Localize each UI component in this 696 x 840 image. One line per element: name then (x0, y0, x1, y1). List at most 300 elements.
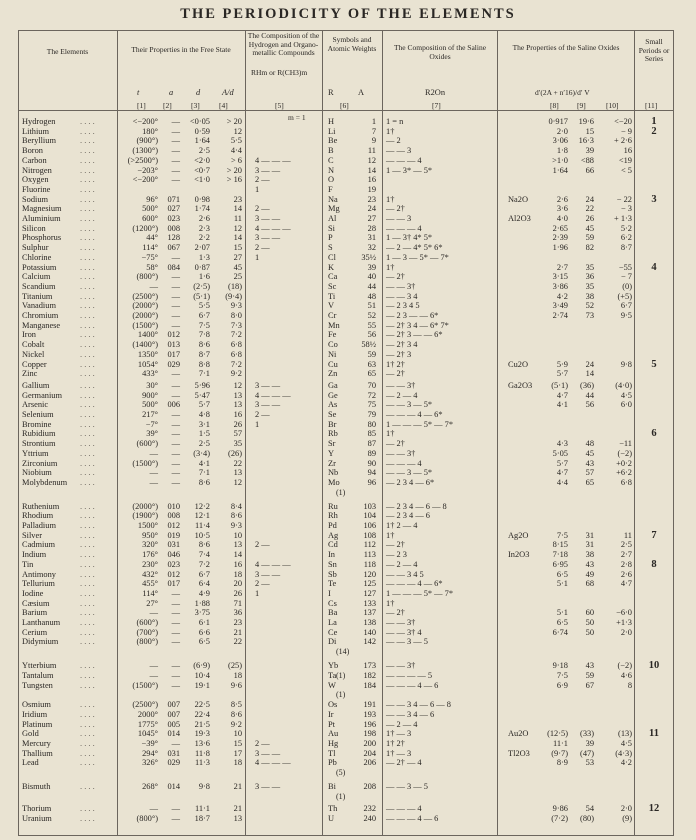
cell-sym: Os (328, 700, 338, 710)
leader-dots: . . . . (80, 311, 95, 320)
cell-name: Chromium (22, 311, 59, 320)
cell-o: Na2O (508, 194, 529, 204)
cell-name: Nickel (22, 349, 45, 359)
cell-pd: 6·5 (556, 569, 568, 579)
cell-sym: I (328, 588, 331, 598)
cell-h: 1 (255, 588, 260, 598)
cell-d: 8·6 (198, 540, 210, 550)
cell-ad: 23 (233, 194, 242, 204)
cell-comp: — 2 3 4 — 6 (386, 511, 430, 521)
cell-d: 6·7 (198, 311, 210, 320)
cell-d: (3·4) (193, 448, 210, 458)
cell-t: <−200° (132, 117, 158, 126)
cell-pd: 9·18 (552, 661, 568, 671)
cell-comp: 1† (386, 126, 395, 136)
cell-ad: 6·8 (230, 349, 242, 359)
cell-px: 4·7 (620, 579, 632, 589)
cell-t: (1300°) (132, 146, 158, 156)
cell-t: 30° (146, 380, 158, 390)
cell-aw: 7 (371, 126, 376, 136)
cell-ad: 35 (233, 439, 242, 449)
cell-a: — (171, 146, 180, 156)
cell-a: 005 (167, 719, 180, 729)
cell-pv: 36 (585, 272, 594, 282)
cell-aw: 65 (367, 369, 376, 379)
cell-ad: > 20 (226, 117, 242, 126)
cell-px: 8 (627, 680, 632, 690)
col-number: [6] (340, 101, 349, 110)
cell-d: 0·59 (194, 126, 210, 136)
leader-dots: . . . . (80, 448, 95, 458)
cell-pv: 31 (585, 540, 594, 550)
cell-sym: Cl (328, 252, 336, 262)
cell-aw: 104 (363, 511, 376, 521)
cell-pv: 43 (585, 458, 594, 468)
cell-aw: 108 (363, 530, 376, 540)
cell-pv: (33) (580, 729, 594, 739)
cell-ad: (26) (228, 448, 242, 458)
cell-sym: Mg (328, 204, 340, 214)
cell-sym: La (328, 618, 337, 627)
col-number: [11] (645, 101, 658, 110)
cell-ps: 11 (649, 728, 659, 740)
cell-name: Titanium (22, 291, 53, 301)
cell-ad: 9·6 (230, 680, 242, 690)
cell-px: 4·5 (620, 390, 632, 400)
cell-ad: > 16 (226, 175, 242, 185)
cell-d: 11·1 (194, 803, 210, 813)
col-divider (634, 30, 635, 836)
cell-d: 12·2 (194, 501, 210, 511)
cell-d: 6·5 (198, 637, 210, 647)
cell-name: Thorium (22, 803, 52, 813)
cell-d: 1·3 (198, 252, 210, 262)
cell-sym: Co (328, 340, 338, 350)
cell-a: — (171, 369, 180, 379)
cell-a: — (171, 410, 180, 419)
cell-pv: 39 (585, 146, 594, 156)
cell-pd: 5·7 (556, 369, 568, 379)
cell-a: 023 (167, 559, 180, 569)
leader-dots: . . . . (80, 501, 95, 511)
cell-a: 023 (167, 214, 180, 223)
leader-dots: . . . . (80, 291, 95, 301)
cell-h: 1 (255, 419, 260, 429)
cell-t: 96° (146, 194, 158, 204)
cell-pd: 3·15 (552, 272, 568, 282)
cell-pd: 5·9 (556, 359, 568, 369)
leader-dots: . . . . (80, 739, 95, 748)
cell-d: <0·05 (189, 117, 210, 126)
cell-comp: — — — 4 (386, 155, 422, 165)
cell-pv: 48 (585, 439, 594, 449)
cell-t: 1400° (137, 330, 158, 340)
cell-ad: 25 (233, 272, 242, 282)
cell-d: 2·5 (198, 146, 210, 156)
cell-px: −11 (619, 439, 632, 449)
cell-comp: — — 3† (386, 380, 416, 390)
cell-ad: 18 (233, 758, 242, 768)
cell-comp: — — 3† (386, 618, 416, 627)
cell-a: — (171, 477, 180, 487)
cell-o: Cu2O (508, 359, 529, 369)
cell-name: Tantalum (22, 670, 54, 680)
leader-dots: . . . . (80, 608, 95, 618)
cell-name: Antimony (22, 569, 56, 579)
cell-pd: 2·0 (556, 126, 568, 136)
cell-t: — (149, 448, 158, 458)
cell-t: (600°) (136, 439, 158, 449)
cell-a: — (171, 588, 180, 598)
cell-a: — (171, 136, 180, 146)
cell-ps: 5 (651, 358, 657, 370)
cell-d: 2·2 (198, 233, 210, 243)
cell-t: 114° (142, 588, 158, 598)
cell-aw: 63 (367, 359, 376, 369)
cell-comp: — 2† 3 4 — 6* 7* (386, 320, 449, 330)
cell-px: 2·8 (620, 559, 632, 569)
cell-a: 027 (167, 204, 180, 214)
cell-px: (+5) (617, 291, 632, 301)
cell-pv: 49 (585, 569, 594, 579)
cell-t: — (149, 670, 158, 680)
series-separator: (1) (336, 670, 346, 680)
cell-px: 4·2 (620, 758, 632, 768)
leader-dots: . . . . (80, 272, 95, 282)
cell-t: −7° (145, 419, 158, 429)
cell-ad: 9·3 (230, 521, 242, 530)
cell-aw: 51 (367, 301, 376, 311)
cell-t: (800°) (136, 637, 158, 647)
cell-d: 5·96 (194, 380, 210, 390)
cell-sym: Ti (328, 291, 336, 301)
cell-aw: 79 (367, 410, 376, 419)
leader-dots: . . . . (80, 670, 95, 680)
cell-t: 600° (142, 214, 158, 223)
cell-a: 031 (167, 540, 180, 550)
cell-comp: — — 3† (386, 448, 416, 458)
cell-pd: 6·9 (556, 680, 568, 690)
cell-d: 3·1 (198, 419, 210, 429)
cell-t: 1054° (137, 359, 158, 369)
cell-sym: U (328, 813, 335, 823)
cell-t: (>2500°) (127, 155, 158, 165)
leader-dots: . . . . (80, 320, 95, 330)
cell-d: 6·6 (198, 627, 210, 637)
cell-pd: 1·64 (552, 165, 568, 175)
cell-d: 2·5 (198, 439, 210, 449)
cell-pv: 35 (585, 262, 594, 272)
cell-pv: 45 (585, 223, 594, 233)
cell-t: 294° (142, 748, 158, 758)
cell-d: 7·4 (198, 550, 210, 560)
cell-px: 2·0 (620, 803, 632, 813)
cell-name: Fluorine (22, 184, 51, 194)
series-separator: (1) (336, 690, 346, 700)
cell-aw: 232 (363, 803, 376, 813)
cell-comp: — 2† 3 4 (386, 340, 418, 350)
cell-aw: 94 (367, 468, 376, 478)
cell-name: Rubidium (22, 429, 56, 439)
cell-px: 6·7 (620, 301, 632, 311)
cell-a: — (171, 627, 180, 637)
cell-a: — (171, 739, 180, 748)
cell-px: (0) (622, 281, 632, 291)
cell-pd: 4·0 (556, 214, 568, 223)
leader-dots: . . . . (80, 359, 95, 369)
cell-d: <2·0 (194, 155, 210, 165)
cell-pd: 4·7 (556, 390, 568, 400)
cell-d: 12·1 (194, 511, 210, 521)
cell-aw: 106 (363, 521, 376, 530)
cell-sym: N (328, 165, 335, 175)
cell-sym: Zn (328, 369, 338, 379)
cell-px: 8·7 (620, 243, 632, 253)
cell-comp: — — 3† (386, 281, 416, 291)
cell-sym: Di (328, 637, 337, 647)
cell-pv: 16·3 (578, 136, 594, 146)
subheader-r2on: R2On (425, 88, 446, 97)
cell-name: Tellurium (22, 579, 55, 589)
leader-dots: . . . . (80, 175, 95, 185)
cell-a: 007 (167, 709, 180, 719)
cell-name: Sulphur (22, 243, 49, 253)
cell-comp: — 2 — 4* 5* 6* (386, 243, 443, 253)
cell-sym: Tl (328, 748, 336, 758)
cell-aw: 9 (371, 136, 376, 146)
cell-name: Sodium (22, 194, 49, 204)
cell-name: Nitrogen (22, 165, 52, 175)
cell-sym: V (328, 301, 335, 311)
cell-d: 7·8 (198, 330, 210, 340)
cell-d: 7·1 (198, 369, 210, 379)
cell-aw: 44 (367, 281, 376, 291)
cell-name: Silver (22, 530, 43, 540)
cell-pd: 3·49 (552, 301, 568, 311)
cell-pv: 26 (585, 214, 594, 223)
cell-ad: 21 (233, 782, 242, 792)
cell-t: 950° (142, 530, 158, 540)
cell-ad: 14 (233, 233, 242, 243)
leader-dots: . . . . (80, 618, 95, 627)
cell-comp: — — — 4 — 6* (386, 579, 443, 589)
cell-a: — (171, 311, 180, 320)
cell-t: — (149, 468, 158, 478)
cell-pd: 1·96 (552, 243, 568, 253)
cell-aw: 208 (363, 782, 376, 792)
cell-sym: Be (328, 136, 338, 146)
cell-t: −75° (141, 252, 158, 262)
cell-pd: 4·3 (556, 439, 568, 449)
cell-a: 012 (167, 330, 180, 340)
cell-a: 012 (167, 521, 180, 530)
cell-sym: Ba (328, 608, 338, 618)
cell-t: (2000°) (132, 501, 158, 511)
cell-aw: 31 (367, 233, 376, 243)
subheader-d: d (196, 88, 201, 97)
leader-dots: . . . . (80, 184, 95, 194)
cell-pd: 2·39 (552, 233, 568, 243)
cell-name: Ruthenium (22, 501, 60, 511)
leader-dots: . . . . (80, 627, 95, 637)
cell-a: — (171, 803, 180, 813)
cell-comp: — — 3 — 5* (386, 400, 433, 410)
leader-dots: . . . . (80, 340, 95, 350)
cell-name: Gold (22, 729, 39, 739)
cell-comp: 1† (386, 262, 395, 272)
cell-pv: <88 (580, 155, 594, 165)
cell-px: (9) (622, 813, 632, 823)
cell-ps: 7 (651, 529, 657, 541)
cell-a: — (171, 380, 180, 390)
cell-pv: (36) (580, 380, 594, 390)
cell-pv: (47) (580, 748, 594, 758)
cell-d: 19·1 (194, 680, 210, 690)
cell-px: 4·5 (620, 739, 632, 748)
cell-sym: Pd (328, 521, 337, 530)
cell-sym: Ni (328, 349, 337, 359)
cell-aw: 56 (367, 330, 376, 340)
cell-a: — (171, 670, 180, 680)
leader-dots: . . . . (80, 477, 95, 487)
cell-sym: Cr (328, 311, 337, 320)
header-saline-properties: The Properties of the Saline Oxides (512, 43, 620, 52)
cell-a: — (171, 439, 180, 449)
cell-t: (600°) (136, 618, 158, 627)
cell-comp: 1† — 3 (386, 729, 412, 739)
cell-aw: 48 (367, 291, 376, 301)
cell-ad: 21 (233, 803, 242, 813)
cell-o: Ag2O (508, 530, 529, 540)
cell-name: Lithium (22, 126, 49, 136)
cell-sym: Mo (328, 477, 340, 487)
cell-ad: 45 (233, 262, 242, 272)
leader-dots: . . . . (80, 719, 95, 729)
cell-name: Bismuth (22, 782, 51, 792)
cell-px: <19 (618, 155, 632, 165)
cell-aw: 59 (367, 349, 376, 359)
cell-sym: Li (328, 126, 336, 136)
cell-d: 2·6 (198, 214, 210, 223)
cell-a: — (171, 165, 180, 175)
cell-aw: 24 (367, 204, 376, 214)
cell-t: 58° (146, 262, 158, 272)
cell-name: Niobium (22, 468, 52, 478)
cell-pd: 6·5 (556, 618, 568, 627)
cell-t: −203° (137, 165, 158, 175)
cell-ad: 57 (233, 429, 242, 439)
cell-pv: 43 (585, 559, 594, 569)
col-number: [8] (550, 101, 559, 110)
cell-a: — (171, 126, 180, 136)
cell-pv: 67 (585, 680, 594, 690)
cell-comp: — — 3† (386, 661, 416, 671)
cell-comp: — 2 3 — — 6* (386, 311, 439, 320)
cell-a: — (171, 175, 180, 185)
cell-sym: Cu (328, 359, 338, 369)
leader-dots: . . . . (80, 709, 95, 719)
col-divider (245, 30, 246, 836)
cell-ad: 18 (233, 569, 242, 579)
cell-ad: 12 (233, 223, 242, 233)
cell-ad: 27 (233, 252, 242, 262)
cell-pd: 4·4 (556, 477, 568, 487)
cell-d: 8·7 (198, 349, 210, 359)
cell-sym: Rh (328, 511, 338, 521)
cell-t: — (149, 661, 158, 671)
leader-dots: . . . . (80, 243, 95, 253)
leader-dots: . . . . (80, 729, 95, 739)
cell-comp: 1† (386, 598, 395, 608)
cell-sym: K (328, 262, 335, 272)
cell-d: 6·1 (198, 618, 210, 627)
cell-comp: — — — 4 — 6 (386, 813, 439, 823)
cell-aw: 1 (371, 117, 376, 126)
cell-aw: 72 (367, 390, 376, 400)
cell-sym: Pt (328, 719, 335, 729)
cell-pd: 8·9 (556, 758, 568, 768)
leader-dots: . . . . (80, 155, 95, 165)
cell-aw: 206 (363, 758, 376, 768)
cell-pv: 53 (585, 758, 594, 768)
cell-d: 11·8 (194, 748, 210, 758)
cell-d: 2·3 (198, 223, 210, 233)
cell-t: 44° (146, 233, 158, 243)
cell-sym: Se (328, 410, 337, 419)
cell-ad: 13 (233, 468, 242, 478)
cell-d: 6·7 (198, 569, 210, 579)
cell-t: 455° (142, 579, 158, 589)
cell-comp: — 2† 3 (386, 349, 412, 359)
leader-dots: . . . . (80, 700, 95, 710)
cell-d: 9·8 (198, 782, 210, 792)
cell-d: 10·4 (194, 670, 210, 680)
subheader-formula: d′(2A + n′16)/d′ V (535, 88, 590, 97)
leader-dots: . . . . (80, 400, 95, 410)
cell-comp: 1† (386, 429, 395, 439)
cell-sym: Ce (328, 627, 338, 637)
cell-px: 5·2 (620, 223, 632, 233)
cell-aw: 80 (367, 419, 376, 429)
cell-o: Ga2O3 (508, 380, 533, 390)
cell-sym: Br (328, 419, 337, 429)
cell-d: 18·7 (194, 813, 210, 823)
cell-d: 2·07 (194, 243, 210, 253)
cell-pd: 7·18 (552, 550, 568, 560)
cell-a: — (171, 448, 180, 458)
leader-dots: . . . . (80, 637, 95, 647)
cell-px: 9·5 (620, 311, 632, 320)
leader-dots: . . . . (80, 233, 95, 243)
cell-aw: 193 (363, 709, 376, 719)
cell-aw: 28 (367, 223, 376, 233)
leader-dots: . . . . (80, 252, 95, 262)
cell-ps: 2 (651, 125, 657, 137)
cell-ad: 7·3 (230, 320, 242, 330)
cell-ad: 14 (233, 204, 242, 214)
cell-px: 2·7 (620, 550, 632, 560)
leader-dots: . . . . (80, 194, 95, 204)
cell-t: (1500°) (132, 458, 158, 468)
cell-comp: 1 — — — 5* — 7* (386, 419, 453, 429)
cell-name: Hydrogen (22, 117, 56, 126)
cell-ad: 15 (233, 243, 242, 253)
leader-dots: . . . . (80, 439, 95, 449)
cell-pd: 5·1 (556, 579, 568, 589)
cell-aw: 140 (363, 627, 376, 637)
cell-ad: 16 (233, 410, 242, 419)
cell-px: <−20 (614, 117, 632, 126)
